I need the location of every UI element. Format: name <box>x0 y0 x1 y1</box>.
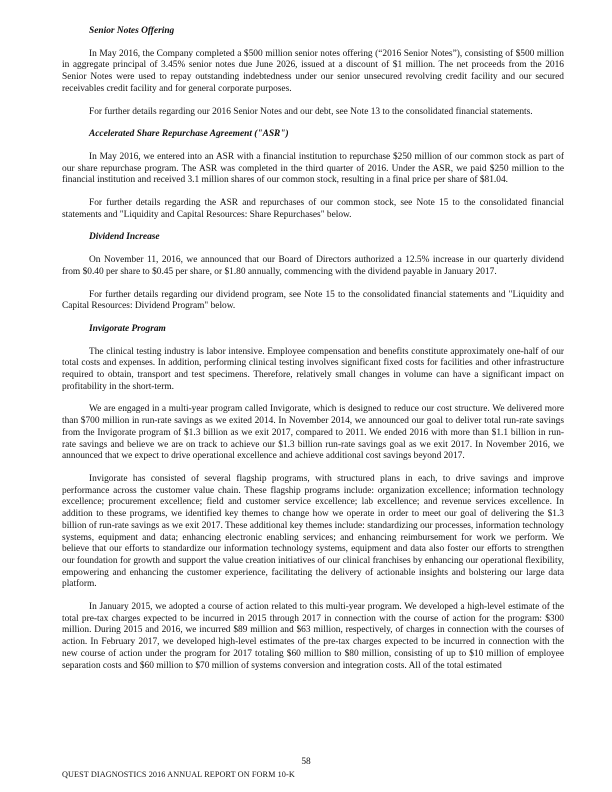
page-number: 58 <box>301 757 311 767</box>
paragraph: For further details regarding the ASR and repurchases of our common stock, see Note 15 to the consolidated financial statements and "Liquidity and Capital Resources: Share Repurchases" below. <box>62 198 564 220</box>
section-asr <box>62 129 564 221</box>
paragraph: In May 2016, the Company completed a $500 million senior notes offering (“2016 Senior Notes”), consisting of $500 million in aggregate principal of 3.45% senior notes due June 2026, issued at a discount of $1 million. The net proceeds from the 2016 Senior Notes were used to repay outstanding indebtedness under our senior unsecured revolving credit facility and our secured receivables credit facility and for general corporate purposes. <box>62 48 564 94</box>
paragraph: For further details regarding our dividend program, see Note 15 to the consolidated financial statements and "Liquidity and Capital Resources: Dividend Program" below. <box>62 289 564 312</box>
paragraph: We are engaged in a multi-year program called Invigorate, which is designed to reduce our cost structure. We delivered more than $700 million in run-rate savings as we exited 2014. In November 2014, we announced our goal to deliver total run-rate savings from the Invigorate program of $1.3 billion as we exit 2017, compared to 2011. We ended 2016 with more than $1.1 billion in run-rate savings and believe we are on track to achieve our $1.3 billion run-rate savings goal as we exit 2017. In November 2016, we announced that we expect to drive operational excellence and achieve additional cost savings beyond 2017. <box>62 404 564 462</box>
section-heading: Dividend Increase <box>89 232 160 243</box>
paragraph: In January 2015, we adopted a course of action related to this multi-year program. We developed a high-level estimate of the total pre-tax charges expected to be incurred in 2015 through 2017 in connection with the course of action for the program: $300 million. During 2015 and 2016, we incurred $89 million and $63 million, respectively, of charges in connection with the courses of action. In February 2017, we developed high-level estimates of the pre-tax charges expected to be incurred in connection with the new course of action under the program for 2017 totaling $60 million to $80 million, consisting of up to $10 million of employee separation costs and $60 million to $70 million of systems conversion and integration costs. All of the total estimated <box>62 602 564 671</box>
paragraph: For further details regarding our 2016 Senior Notes and our debt, see Note 13 to the consolidated financial statements. <box>89 106 533 117</box>
paragraph: In May 2016, we entered into an ASR with a financial institution to repurchase $250 million of our common stock as part of our share repurchase program. The ASR was completed in the third quarter of 2016. Under the ASR, we paid $250 million to the financial institution and received 3.1 million shares of our common stock, resulting in a final price per share of $81.04. <box>62 151 564 186</box>
section-senior-notes <box>62 26 564 118</box>
report-page <box>62 26 564 672</box>
section-dividend-increase <box>62 232 564 313</box>
page-footer: QUEST DIAGNOSTICS 2016 ANNUAL REPORT ON FORM 10-K <box>62 770 295 779</box>
paragraph: The clinical testing industry is labor intensive. Employee compensation and benefits constitute approximately one-half of our total costs and expenses. In addition, performing clinical testing involves significant fixed costs for facilities and other infrastructure required to obtain, transport and test specimens. Therefore, relatively small changes in volume can have a significant impact on profitability in the short-term. <box>62 346 564 392</box>
section-invigorate-program <box>62 324 564 672</box>
section-heading: Accelerated Share Repurchase Agreement ("ASR") <box>89 129 289 140</box>
paragraph: Invigorate has consisted of several flagship programs, with structured plans in each, to drive savings and improve performance across the customer value chain. These flagship programs include: organization excellence; information technology excellence; procurement excellence; field and customer service excellence; lab excellence; and revenue services excellence. In addition to these programs, we identified key themes to change how we operate in order to meet our goal of delivering the $1.3 billion of run-rate savings as we exit 2017. These additional key themes include: standardizing our processes, information technology systems, equipment and data; enhancing electronic enabling services; and enhancing reimbursement for work we perform. We believe that our efforts to standardize our information technology systems, equipment and data also foster our efforts to strengthen our foundation for growth and support the value creation initiatives of our clinical franchises by enhancing our operational flexibility, empowering and enhancing the customer experience, facilitating the delivery of actionable insights and bolstering our large data platform. <box>62 473 564 590</box>
section-heading: Senior Notes Offering <box>89 26 175 36</box>
paragraph: On November 11, 2016, we announced that our Board of Directors authorized a 12.5% increase in our quarterly dividend from $0.40 per share to $0.45 per share, or $1.80 annually, commencing with the dividend payable in January 2017. <box>62 255 564 277</box>
section-heading: Invigorate Program <box>89 323 166 334</box>
